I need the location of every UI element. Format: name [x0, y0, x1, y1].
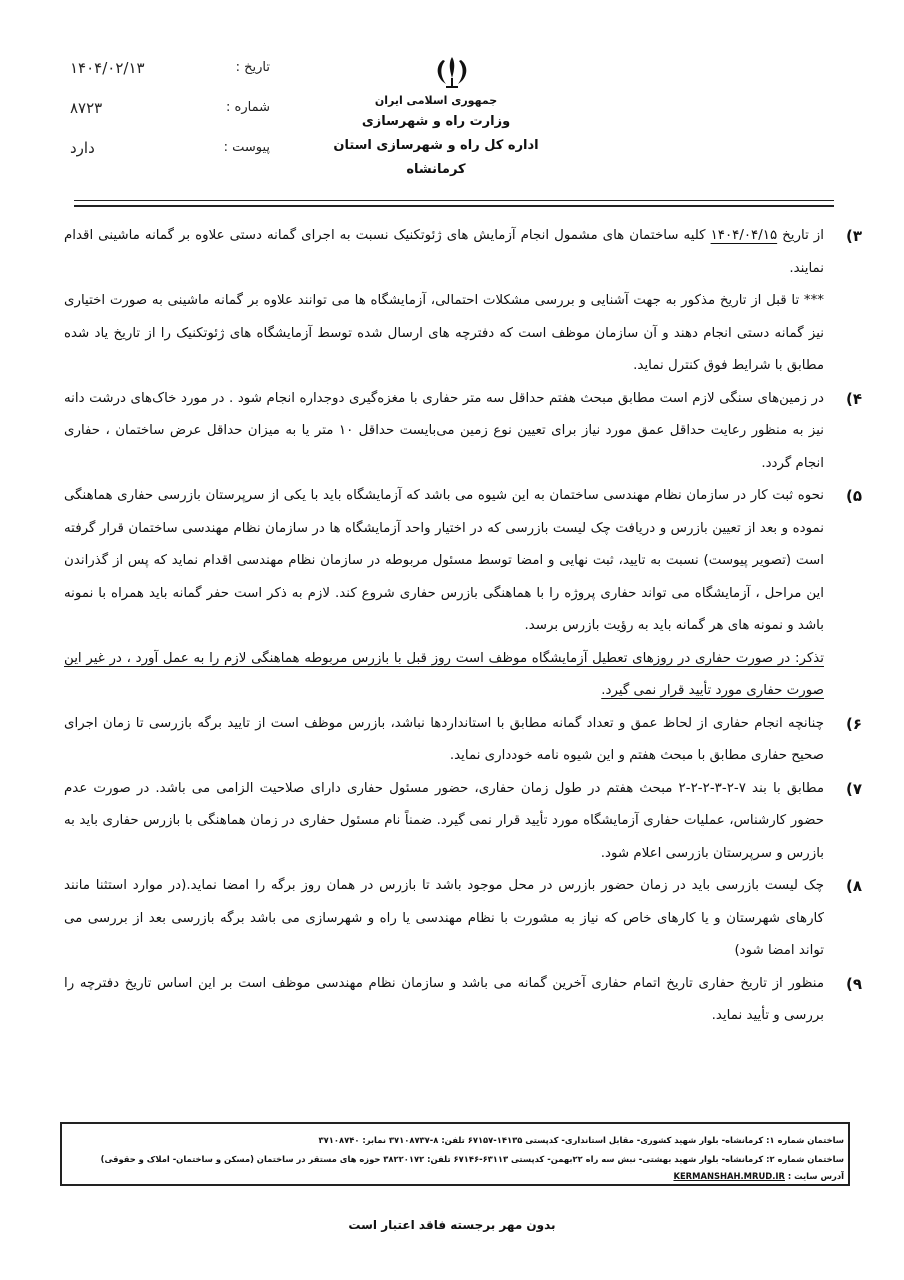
- embossed-stamp-note: بدون مهر برجسته فاقد اعتبار است: [348, 1218, 556, 1232]
- date-label: تاریخ :: [235, 60, 270, 75]
- number-value: ۸۷۲۳: [70, 99, 103, 117]
- clause-text-start: از تاریخ: [777, 228, 824, 243]
- attachment-value: دارد: [70, 139, 95, 157]
- clause-number: ۶): [845, 714, 862, 733]
- clause-text: نحوه ثبت کار در سازمان نظام مهندسی ساختمان به این شیوه می باشد که آزمایشگاه باید با یکی از سرپرستان بازرسی حفاری هماهنگی نموده و بعد از تعیین بازرس و دریافت چک لیست بازرسی که در اختیار واحد آزمایشگاه ها در سازمان نظام مهندسی ساختمان قرار گرفته است (تصویر پیوست) نسبت به تایید، ثبت نهایی و امضا توسط مسئول مربوطه در سازمان نظام مهندسی اقدام نماید که پس از گذراندن این مراحل ، آزمایشگاه می تواند حفاری پروژه را با هماهنگی بازرس حفاری شروع کند. لازم به ذکر است حفر گمانه باید همراه با نمونه باشد و نمونه های هر گمانه باید به رؤیت بازرس برسد.: [64, 488, 824, 633]
- header-divider-thin: [74, 200, 834, 201]
- clause-text: [64, 220, 824, 285]
- date-row: [60, 54, 270, 94]
- effective-date: ۱۴۰۴/۰۴/۱۵: [710, 228, 778, 243]
- clause-text: در زمین‌های سنگی لازم است مطابق مبحث هفتم حداقل سه متر حفاری با مغزه‌گیری دوجداره انجام شود . در مورد خاک‌های درشت دانه نیز به منظور رعایت حداقل عمق مورد نیاز برای تعیین نوع زمین می‌بایست حداقل ۱۰ متر یا به میزان حداقل عرض ساختمان ، حفاری انجام گردد.: [64, 390, 825, 471]
- clause-text: چک لیست بازرسی باید در زمان حضور بازرس در محل موجود باشد تا بازرس در همان روز برگه را امضا نماید.(در موارد استثنا مانند کارهای شهرستان و یا کارهای خاص که نیاز به مشورت با نظام مهندسی یا راه و شهرسازی می باشد برگه بازرسی بعد از بررسی می تواند امضا شود): [64, 878, 824, 958]
- clause-number: ۳): [845, 227, 862, 245]
- clause-number: ۵): [845, 487, 862, 505]
- date-value: ۱۴۰۴/۰۲/۱۳: [70, 59, 145, 77]
- website-row: [66, 1168, 844, 1184]
- clause-number: ۸): [845, 877, 862, 895]
- org-line-1: جمهوری اسلامی ایران: [374, 94, 498, 107]
- header-divider-thick: [74, 205, 834, 207]
- transition-note: [64, 285, 824, 383]
- clause-text: مطابق با بند ۷-۲-۳-۲-۲-۲ مبحث هفتم در طول زمان حفاری، حضور مسئول حفاری دارای صلاحیت الزامی می باشد. در صورت عدم حضور کارشناس، عملیات حفاری آزمایشگاه مورد تأیید قرار نمی گیرد. ضمناً نام مسئول حفاری در زمان هماهنگی با بازرس حفاری باید به بازرس و سرپرستان بازرسی اعلام شود.: [64, 780, 824, 861]
- building-1-address: ساختمان شماره ۱: کرمانشاه- بلوار شهید کشوری- مقابل استانداری- کدپستی ۱۴۱۳۵-۶۷۱۵۷ تلفن: ۸-۳۷۱۰۸۷۳۷ نمابر: ۳۷۱۰۸۷۴۰: [318, 1135, 844, 1145]
- iran-emblem-icon: [430, 54, 474, 90]
- attachment-label: پیوست :: [223, 140, 270, 155]
- letter-meta: [60, 54, 270, 174]
- website-label: آدرس سایت :: [787, 1171, 844, 1181]
- clause-7: [64, 773, 862, 871]
- clause-text-end: کلیه ساختمان های مشمول انجام آزمایش های ژئوتکنیک نسبت به اجرای گمانه دستی علاوه بر گمانه ماشینی اقدام نمایند.: [64, 228, 824, 276]
- attachment-row: [60, 134, 270, 174]
- clause-text: چنانچه انجام حفاری از لحاظ عمق و تعداد گمانه مطابق با استانداردها نباشد، بازرس موظف است از تایید برگه بازرسی تا زمان اجرای صحیح حفاری مطابق با مبحث هفتم و این شیوه نامه خودداری نماید.: [64, 715, 824, 763]
- reminder-text: تذکر: در صورت حفاری در روزهای تعطیل آزمایشگاه موظف است روز قبل با بازرس مربوطه هماهنگی لازم را به عمل آورد ، در غیر این صورت حفاری مورد تأیید قرار نمی گیرد.: [64, 650, 824, 698]
- clause-5: [64, 480, 862, 643]
- website-link[interactable]: KERMANSHAH.MRUD.IR: [673, 1171, 785, 1181]
- clause-3: [64, 220, 862, 285]
- org-line-3: اداره کل راه و شهرسازی استان کرمانشاه: [333, 138, 539, 177]
- letter-body: [64, 220, 862, 1033]
- clause-number: ۴): [845, 389, 862, 408]
- clause-9: [64, 968, 862, 1033]
- number-row: [60, 94, 270, 134]
- clause-8: [64, 870, 862, 968]
- clause-text: منظور از تاریخ حفاری تاریخ اتمام حفاری آخرین گمانه می باشد و سازمان نظام مهندسی موظف است بر این اساس تاریخ دفترچه را بررسی و تأیید نماید.: [64, 975, 824, 1023]
- org-line-2: وزارت راه و شهرسازی: [361, 114, 511, 129]
- note-text: *** تا قبل از تاریخ مذکور به جهت آشنایی و بررسی مشکلات احتمالی، آزمایشگاه ها می توانند علاوه بر گمانه ماشینی به صورت اختیاری نیز گمانه دستی انجام دهند و آن سازمان موظف است که دفترچه های ارسال شده توسط آزمایشگاه های ژئوتکنیک را از تاریخ یاد شده مطابق با شرایط فوق کنترل نماید.: [64, 293, 824, 373]
- clause-6: [64, 708, 862, 773]
- clause-number: ۹): [845, 974, 862, 993]
- clause-4: [64, 383, 862, 481]
- clause-number: ۷): [845, 779, 862, 798]
- address-footer: [60, 1122, 850, 1186]
- building-2-address: ساختمان شماره ۲: کرمانشاه- بلوار شهید بهشتی- نبش سه راه ۲۲بهمن- کدپستی ۶۳۱۱۳-۶۷۱۴۶ تلفن: ۳۸۲۲۰۱۷۲ حوزه های مستقر در ساختمان (مسکن و ساختمان- املاک و حقوقی): [100, 1154, 844, 1164]
- organization-header: [316, 92, 556, 182]
- number-label: شماره :: [226, 100, 270, 115]
- holiday-reminder: [64, 643, 824, 708]
